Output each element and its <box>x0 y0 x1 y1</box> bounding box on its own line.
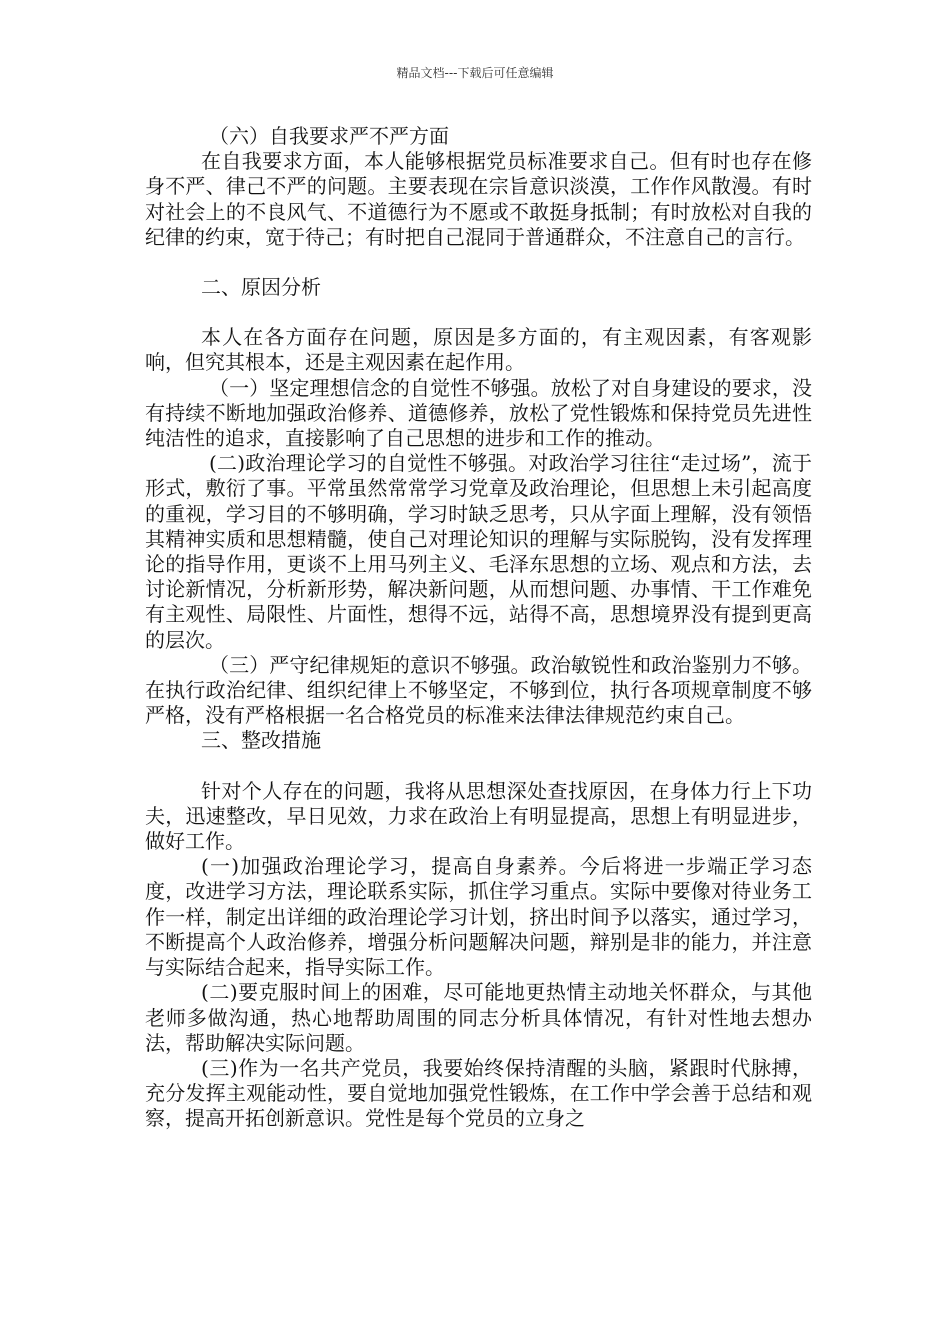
body-paragraph: (一)加强政治理论学习，提高自身素养。今后将进一步端正学习态度，改进学习方法，理论联系实际，抓住学习重点。实际中要像对待业务工作一样，制定出详细的政治理论学习计划，挤出时间予以落实，通过学习，不断提高个人政治修养，增强分析问题解决问题，辩别是非的能力，并注意与实际结合起来，指导实际工作。 <box>145 854 812 980</box>
body-paragraph: 本人在各方面存在问题，原因是多方面的，有主观因素，有客观影响，但究其根本，还是主观因素在起作用。 <box>145 325 812 375</box>
body-paragraph: (二)政治理论学习的自觉性不够强。对政治学习往往“走过场”，流于形式，敷衍了事。平常虽然常常学习党章及政治理论，但思想上未引起高度的重视，学习目的不够明确，学习时缺乏思考，只从字面上理解，没有领悟其精神实质和思想精髓，使自己对理论知识的理解与实际脱钩，没有发挥理论的指导作用，更谈不上用马列主义、毛泽东思想的立场、观点和方法，去讨论新情况，分析新形势，解决新问题，从而想问题、办事情、干工作难免有主观性、局限性、片面性，想得不远，站得不高，思想境界没有提到更高的层次。 <box>145 451 812 652</box>
document-body <box>145 124 812 1132</box>
body-paragraph: （三）严守纪律规矩的意识不够强。政治敏锐性和政治鉴别力不够。在执行政治纪律、组织纪律上不够坚定，不够到位，执行各项规章制度不够严格，没有严格根据一名合格党员的标准来法律法律规范约束自己。 <box>145 652 812 728</box>
body-paragraph: (二)要克服时间上的困难，尽可能地更热情主动地关怀群众，与其他老师多做沟通，热心地帮助周围的同志分析具体情况，有针对性地去想办法，帮助解决实际问题。 <box>145 980 812 1055</box>
section-subheading: （六）自我要求严不严方面 <box>209 124 449 148</box>
body-paragraph: 在自我要求方面，本人能够根据党员标准要求自己。但有时也存在修身不严、律己不严的问题。主要表现在宗旨意识淡漠，工作作风散漫。有时对社会上的不良风气、不道德行为不愿或不敢挺身抵制；有时放松对自我的纪律的约束，宽于待己；有时把自己混同于普通群众，不注意自己的言行。 <box>145 149 812 249</box>
section-heading: 三、整改措施 <box>201 728 321 753</box>
page-header: 精品文档---下载后可任意编辑 <box>396 66 554 80</box>
section-heading: 二、原因分析 <box>201 275 321 300</box>
body-paragraph: 针对个人存在的问题，我将从思想深处查找原因，在身体力行上下功夫，迅速整改，早日见效，力求在政治上有明显提高，思想上有明显进步，做好工作。 <box>145 778 812 854</box>
body-paragraph: （一）坚定理想信念的自觉性不够强。放松了对自身建设的要求，没有持续不断地加强政治修养、道德修养，放松了党性锻炼和保持党员先进性纯洁性的追求，直接影响了自己思想的进步和工作的推动。 <box>145 375 812 451</box>
body-paragraph: (三)作为一名共产党员，我要始终保持清醒的头脑，紧跟时代脉搏，充分发挥主观能动性，要自觉地加强党性锻炼，在工作中学会善于总结和观察，提高开拓创新意识。党性是每个党员的立身之 <box>145 1055 812 1131</box>
